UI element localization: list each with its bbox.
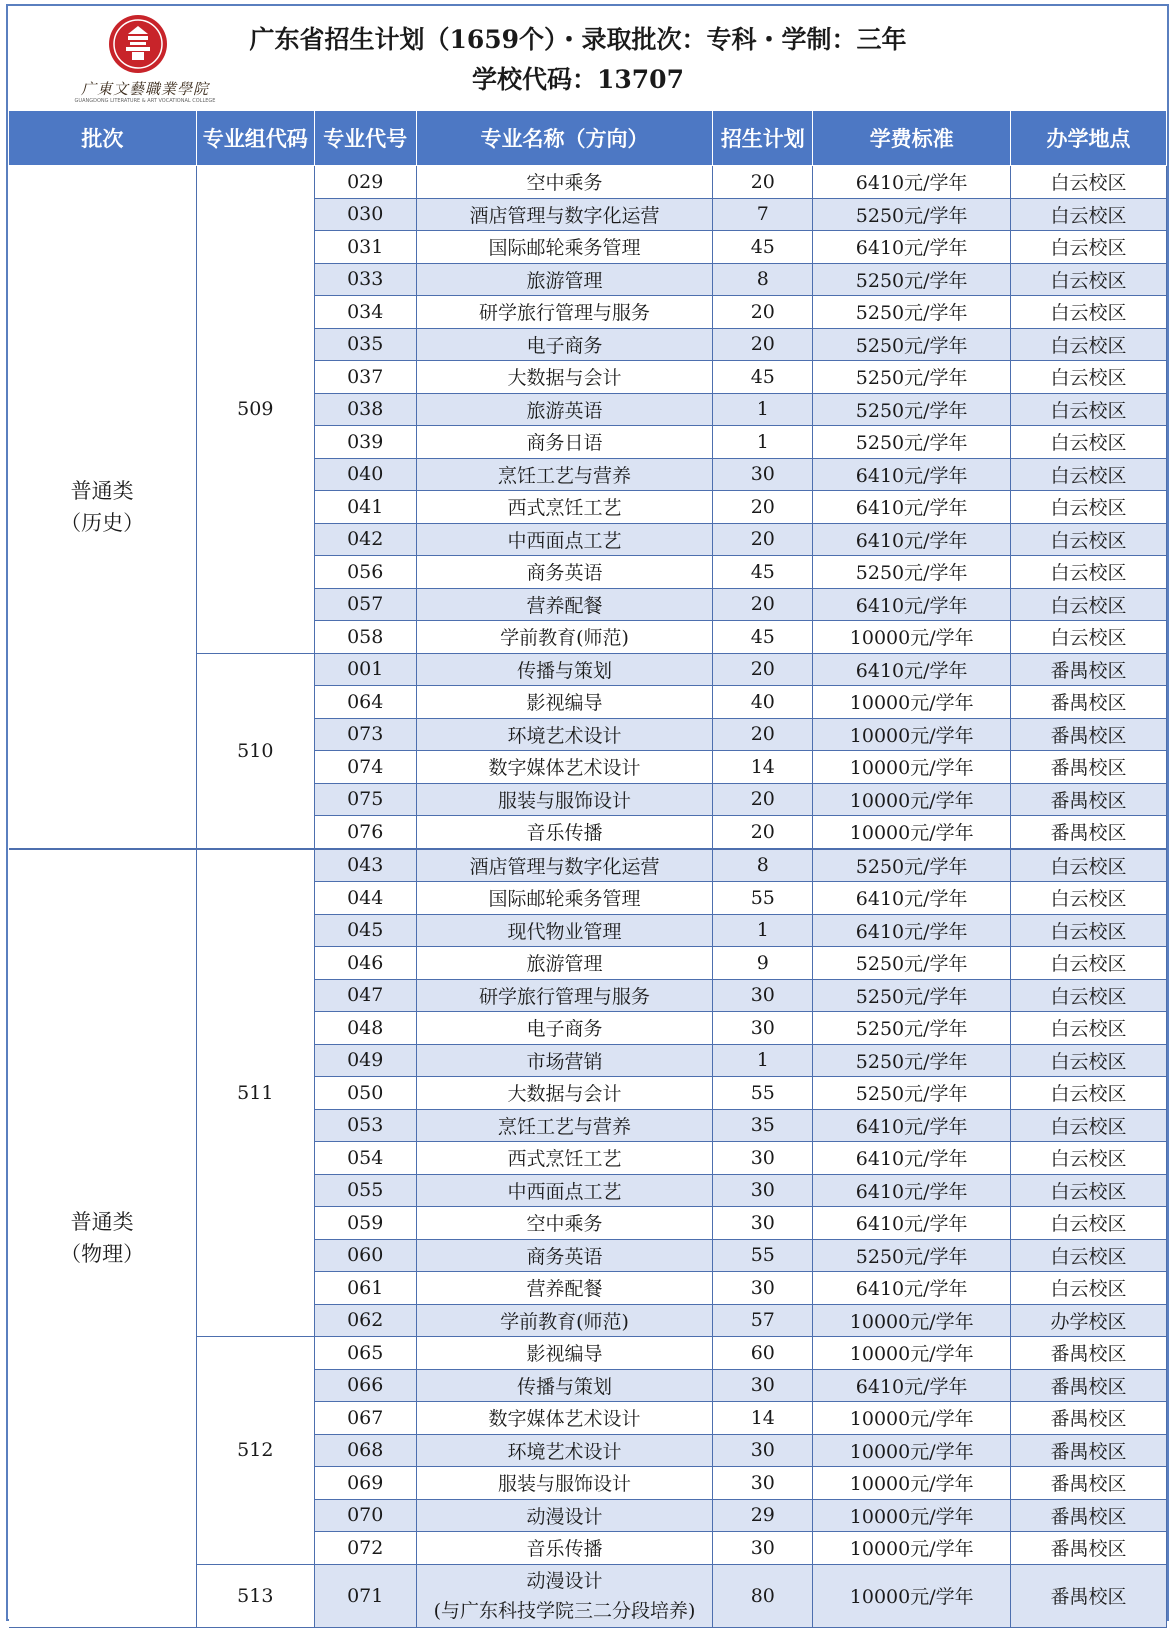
major-name-cell: 烹饪工艺与营养: [416, 1109, 713, 1142]
quota-cell: 30: [713, 458, 813, 491]
major-name-cell: 国际邮轮乘务管理: [416, 882, 713, 915]
major-name-cell: 音乐传播: [416, 1532, 713, 1565]
quota-cell: 1: [713, 393, 813, 426]
quota-cell: 30: [713, 1207, 813, 1240]
quota-cell: 20: [713, 491, 813, 524]
quota-cell: 55: [713, 882, 813, 915]
campus-cell: 白云校区: [1011, 1044, 1167, 1077]
quota-cell: 55: [713, 1077, 813, 1110]
batch-subject: （历史）: [60, 510, 145, 535]
school-code: 学校代码：13707: [472, 65, 684, 94]
major-name-cell: 营养配餐: [416, 588, 713, 621]
campus-cell: 番禺校区: [1011, 718, 1167, 751]
campus-cell: 白云校区: [1011, 914, 1167, 947]
tuition-cell: 5250元/学年: [813, 263, 1011, 296]
major-name-cell: 研学旅行管理与服务: [416, 979, 713, 1012]
major-code-cell: 055: [314, 1174, 416, 1207]
major-code-cell: 066: [314, 1369, 416, 1402]
quota-cell: 20: [713, 783, 813, 816]
major-code-cell: 074: [314, 751, 416, 784]
major-code-cell: 075: [314, 783, 416, 816]
quota-cell: 45: [713, 556, 813, 589]
major-code-cell: 035: [314, 328, 416, 361]
major-code-cell: 030: [314, 198, 416, 231]
tuition-cell: 10000元/学年: [813, 751, 1011, 784]
major-name-cell: 西式烹饪工艺: [416, 491, 713, 524]
group-code-cell: 511: [196, 849, 314, 1337]
major-name-cell: 酒店管理与数字化运营: [416, 198, 713, 231]
tuition-cell: 5250元/学年: [813, 198, 1011, 231]
major-name-cell: 商务英语: [416, 556, 713, 589]
major-name-cell: 商务英语: [416, 1239, 713, 1272]
quota-cell: 14: [713, 1402, 813, 1435]
major-name-cell: 烹饪工艺与营养: [416, 458, 713, 491]
major-code-cell: 046: [314, 947, 416, 980]
campus-cell: 番禺校区: [1011, 1369, 1167, 1402]
campus-cell: 白云校区: [1011, 1012, 1167, 1045]
campus-cell: 白云校区: [1011, 1174, 1167, 1207]
major-name-cell: 服装与服饰设计: [416, 1467, 713, 1500]
quota-cell: 40: [713, 686, 813, 719]
major-name-cell: 学前教育(师范): [416, 1304, 713, 1337]
enrollment-table: [8, 110, 1167, 1628]
college-logo-subtext: GUANGDONG LITERATURE & ART VOCATIONAL COLLEGE: [74, 98, 216, 104]
tuition-cell: 6410元/学年: [813, 1369, 1011, 1402]
col-header-batch: 批次: [9, 111, 197, 166]
major-code-cell: 001: [314, 653, 416, 686]
major-code-cell: 053: [314, 1109, 416, 1142]
major-code-cell: 070: [314, 1499, 416, 1532]
quota-cell: 8: [713, 849, 813, 882]
batch-cell: [9, 166, 197, 849]
quota-cell: 30: [713, 979, 813, 1012]
quota-cell: 20: [713, 328, 813, 361]
major-code-cell: 031: [314, 231, 416, 264]
tuition-cell: 5250元/学年: [813, 1077, 1011, 1110]
quota-cell: 30: [713, 1434, 813, 1467]
campus-cell: 白云校区: [1011, 979, 1167, 1012]
col-header-quota: 招生计划: [713, 111, 813, 166]
major-name-cell: 数字媒体艺术设计: [416, 751, 713, 784]
major-name-cell: 市场营销: [416, 1044, 713, 1077]
major-name-cell: 国际邮轮乘务管理: [416, 231, 713, 264]
group-code-cell: 509: [196, 166, 314, 654]
campus-cell: 白云校区: [1011, 1077, 1167, 1110]
campus-cell: 白云校区: [1011, 426, 1167, 459]
major-code-cell: 034: [314, 296, 416, 329]
major-name-cell: 空中乘务: [416, 1207, 713, 1240]
campus-cell: 白云校区: [1011, 1239, 1167, 1272]
sheet-title: 广东省招生计划（1659个）・录取批次：专科・学制：三年: [249, 25, 907, 54]
campus-cell: 白云校区: [1011, 328, 1167, 361]
tuition-cell: 5250元/学年: [813, 1012, 1011, 1045]
tuition-cell: 10000元/学年: [813, 1434, 1011, 1467]
campus-cell: 番禺校区: [1011, 1467, 1167, 1500]
quota-cell: 30: [713, 1369, 813, 1402]
major-name-cell: 现代物业管理: [416, 914, 713, 947]
major-name-cell: 音乐传播: [416, 816, 713, 849]
quota-cell: 30: [713, 1467, 813, 1500]
table-row: [9, 166, 1167, 199]
major-code-cell: 072: [314, 1532, 416, 1565]
tuition-cell: 5250元/学年: [813, 849, 1011, 882]
tuition-cell: 6410元/学年: [813, 231, 1011, 264]
campus-cell: 白云校区: [1011, 621, 1167, 654]
major-code-cell: 076: [314, 816, 416, 849]
quota-cell: 14: [713, 751, 813, 784]
major-code-cell: 064: [314, 686, 416, 719]
major-name-cell: 影视编导: [416, 1337, 713, 1370]
major-code-cell: 029: [314, 166, 416, 199]
major-code-cell: 038: [314, 393, 416, 426]
quota-cell: 9: [713, 947, 813, 980]
tuition-cell: 5250元/学年: [813, 328, 1011, 361]
college-logo-text: 广東文藝職業學院: [80, 80, 209, 98]
major-code-cell: 047: [314, 979, 416, 1012]
major-code-cell: 068: [314, 1434, 416, 1467]
table-row: [9, 849, 1167, 882]
quota-cell: 30: [713, 1012, 813, 1045]
tuition-cell: 6410元/学年: [813, 588, 1011, 621]
batch-name: 普通类: [70, 478, 134, 503]
campus-cell: 白云校区: [1011, 588, 1167, 621]
group-code-cell: 513: [196, 1564, 314, 1627]
major-name-cell: 环境艺术设计: [416, 718, 713, 751]
table-header-row: [9, 111, 1167, 166]
quota-cell: 20: [713, 653, 813, 686]
quota-cell: 8: [713, 263, 813, 296]
major-name-cell: 旅游英语: [416, 393, 713, 426]
major-name-line: (与广东科技学院三二分段培养): [433, 1599, 696, 1622]
major-code-cell: 048: [314, 1012, 416, 1045]
tuition-cell: 6410元/学年: [813, 1272, 1011, 1305]
quota-cell: 1: [713, 426, 813, 459]
major-code-cell: 056: [314, 556, 416, 589]
major-name-cell: 影视编导: [416, 686, 713, 719]
major-code-cell: 057: [314, 588, 416, 621]
campus-cell: 白云校区: [1011, 231, 1167, 264]
tuition-cell: 6410元/学年: [813, 653, 1011, 686]
major-code-cell: 067: [314, 1402, 416, 1435]
campus-cell: 白云校区: [1011, 1272, 1167, 1305]
campus-cell: 番禺校区: [1011, 783, 1167, 816]
quota-cell: 1: [713, 914, 813, 947]
quota-cell: 20: [713, 588, 813, 621]
major-name-cell: 电子商务: [416, 328, 713, 361]
major-name-cell: 学前教育(师范): [416, 621, 713, 654]
tuition-cell: 5250元/学年: [813, 296, 1011, 329]
campus-cell: 白云校区: [1011, 296, 1167, 329]
campus-cell: 白云校区: [1011, 849, 1167, 882]
major-code-cell: 042: [314, 523, 416, 556]
tuition-cell: 10000元/学年: [813, 686, 1011, 719]
tuition-cell: 6410元/学年: [813, 1142, 1011, 1175]
quota-cell: 29: [713, 1499, 813, 1532]
quota-cell: 45: [713, 621, 813, 654]
tuition-cell: 10000元/学年: [813, 783, 1011, 816]
campus-cell: 办学校区: [1011, 1304, 1167, 1337]
major-code-cell: 041: [314, 491, 416, 524]
campus-cell: 白云校区: [1011, 263, 1167, 296]
campus-cell: 番禺校区: [1011, 653, 1167, 686]
tuition-cell: 10000元/学年: [813, 1467, 1011, 1500]
col-header-major-code: 专业代号: [314, 111, 416, 166]
campus-cell: 白云校区: [1011, 1109, 1167, 1142]
tuition-cell: 10000元/学年: [813, 1402, 1011, 1435]
major-code-cell: 073: [314, 718, 416, 751]
campus-cell: 白云校区: [1011, 1142, 1167, 1175]
tuition-cell: 6410元/学年: [813, 1109, 1011, 1142]
tuition-cell: 10000元/学年: [813, 1564, 1011, 1627]
college-logo: [70, 14, 220, 106]
campus-cell: 番禺校区: [1011, 1434, 1167, 1467]
major-code-cell: 037: [314, 361, 416, 394]
col-header-campus: 办学地点: [1011, 111, 1167, 166]
major-code-cell: 060: [314, 1239, 416, 1272]
major-code-cell: 059: [314, 1207, 416, 1240]
major-name-cell: 服装与服饰设计: [416, 783, 713, 816]
major-name-cell: 大数据与会计: [416, 361, 713, 394]
tuition-cell: 5250元/学年: [813, 947, 1011, 980]
tuition-cell: 6410元/学年: [813, 491, 1011, 524]
major-code-cell: 045: [314, 914, 416, 947]
tuition-cell: 6410元/学年: [813, 1174, 1011, 1207]
tuition-cell: 10000元/学年: [813, 1337, 1011, 1370]
major-code-cell: 039: [314, 426, 416, 459]
major-code-cell: 062: [314, 1304, 416, 1337]
college-seal-icon: [108, 14, 168, 74]
campus-cell: 白云校区: [1011, 523, 1167, 556]
major-name-cell: 传播与策划: [416, 1369, 713, 1402]
campus-cell: 白云校区: [1011, 393, 1167, 426]
tuition-cell: 5250元/学年: [813, 979, 1011, 1012]
quota-cell: 20: [713, 166, 813, 199]
major-name-cell: 酒店管理与数字化运营: [416, 849, 713, 882]
enrollment-plan-sheet: [6, 4, 1169, 1621]
major-code-cell: 033: [314, 263, 416, 296]
major-code-cell: 043: [314, 849, 416, 882]
major-name-cell: 传播与策划: [416, 653, 713, 686]
quota-cell: 7: [713, 198, 813, 231]
quota-cell: 57: [713, 1304, 813, 1337]
quota-cell: 55: [713, 1239, 813, 1272]
tuition-cell: 10000元/学年: [813, 816, 1011, 849]
major-name-cell: 旅游管理: [416, 947, 713, 980]
tuition-cell: 6410元/学年: [813, 1207, 1011, 1240]
campus-cell: 番禺校区: [1011, 1564, 1167, 1627]
campus-cell: 番禺校区: [1011, 1402, 1167, 1435]
major-name-cell: 电子商务: [416, 1012, 713, 1045]
quota-cell: 80: [713, 1564, 813, 1627]
tuition-cell: 10000元/学年: [813, 621, 1011, 654]
major-code-cell: 058: [314, 621, 416, 654]
major-code-cell: 044: [314, 882, 416, 915]
quota-cell: 45: [713, 361, 813, 394]
tuition-cell: 5250元/学年: [813, 1239, 1011, 1272]
major-name-cell: 中西面点工艺: [416, 1174, 713, 1207]
quota-cell: 30: [713, 1272, 813, 1305]
tuition-cell: 6410元/学年: [813, 914, 1011, 947]
campus-cell: 番禺校区: [1011, 1532, 1167, 1565]
batch-cell: [9, 849, 197, 1628]
quota-cell: 30: [713, 1174, 813, 1207]
quota-cell: 30: [713, 1532, 813, 1565]
campus-cell: 白云校区: [1011, 1207, 1167, 1240]
col-header-major-name: 专业名称（方向）: [416, 111, 713, 166]
tuition-cell: 10000元/学年: [813, 1532, 1011, 1565]
group-code-cell: 510: [196, 653, 314, 849]
tuition-cell: 6410元/学年: [813, 523, 1011, 556]
major-name-cell: 营养配餐: [416, 1272, 713, 1305]
quota-cell: 20: [713, 718, 813, 751]
quota-cell: 20: [713, 816, 813, 849]
tuition-cell: 10000元/学年: [813, 718, 1011, 751]
tuition-cell: 5250元/学年: [813, 393, 1011, 426]
major-code-cell: 065: [314, 1337, 416, 1370]
quota-cell: 30: [713, 1142, 813, 1175]
major-code-cell: 040: [314, 458, 416, 491]
batch-name: 普通类: [70, 1210, 134, 1234]
major-name-cell: [416, 1564, 713, 1627]
quota-cell: 20: [713, 523, 813, 556]
batch-subject: （物理）: [60, 1242, 145, 1266]
major-name-line: 动漫设计: [526, 1569, 603, 1592]
campus-cell: 白云校区: [1011, 166, 1167, 199]
tuition-cell: 10000元/学年: [813, 1499, 1011, 1532]
major-name-cell: 空中乘务: [416, 166, 713, 199]
campus-cell: 白云校区: [1011, 198, 1167, 231]
campus-cell: 番禺校区: [1011, 816, 1167, 849]
tuition-cell: 5250元/学年: [813, 1044, 1011, 1077]
campus-cell: 白云校区: [1011, 458, 1167, 491]
group-code-cell: 512: [196, 1337, 314, 1565]
tuition-cell: 6410元/学年: [813, 166, 1011, 199]
major-name-cell: 大数据与会计: [416, 1077, 713, 1110]
major-code-cell: 054: [314, 1142, 416, 1175]
tuition-cell: 5250元/学年: [813, 556, 1011, 589]
major-code-cell: 061: [314, 1272, 416, 1305]
quota-cell: 60: [713, 1337, 813, 1370]
tuition-cell: 5250元/学年: [813, 361, 1011, 394]
campus-cell: 白云校区: [1011, 947, 1167, 980]
quota-cell: 1: [713, 1044, 813, 1077]
campus-cell: 番禺校区: [1011, 1337, 1167, 1370]
col-header-group-code: 专业组代码: [196, 111, 314, 166]
major-name-cell: 动漫设计: [416, 1499, 713, 1532]
major-name-cell: 环境艺术设计: [416, 1434, 713, 1467]
major-code-cell: 071: [314, 1564, 416, 1627]
major-code-cell: 050: [314, 1077, 416, 1110]
campus-cell: 白云校区: [1011, 491, 1167, 524]
tuition-cell: 6410元/学年: [813, 882, 1011, 915]
campus-cell: 白云校区: [1011, 882, 1167, 915]
quota-cell: 35: [713, 1109, 813, 1142]
quota-cell: 45: [713, 231, 813, 264]
tuition-cell: 10000元/学年: [813, 1304, 1011, 1337]
col-header-tuition: 学费标准: [813, 111, 1011, 166]
campus-cell: 番禺校区: [1011, 686, 1167, 719]
tuition-cell: 5250元/学年: [813, 426, 1011, 459]
major-name-cell: 数字媒体艺术设计: [416, 1402, 713, 1435]
campus-cell: 番禺校区: [1011, 751, 1167, 784]
major-code-cell: 049: [314, 1044, 416, 1077]
major-name-cell: 商务日语: [416, 426, 713, 459]
major-name-cell: 中西面点工艺: [416, 523, 713, 556]
campus-cell: 番禺校区: [1011, 1499, 1167, 1532]
major-name-cell: 旅游管理: [416, 263, 713, 296]
sheet-header: [8, 6, 1167, 111]
major-name-cell: 研学旅行管理与服务: [416, 296, 713, 329]
tuition-cell: 6410元/学年: [813, 458, 1011, 491]
campus-cell: 白云校区: [1011, 361, 1167, 394]
major-code-cell: 069: [314, 1467, 416, 1500]
major-name-cell: 西式烹饪工艺: [416, 1142, 713, 1175]
quota-cell: 20: [713, 296, 813, 329]
campus-cell: 白云校区: [1011, 556, 1167, 589]
